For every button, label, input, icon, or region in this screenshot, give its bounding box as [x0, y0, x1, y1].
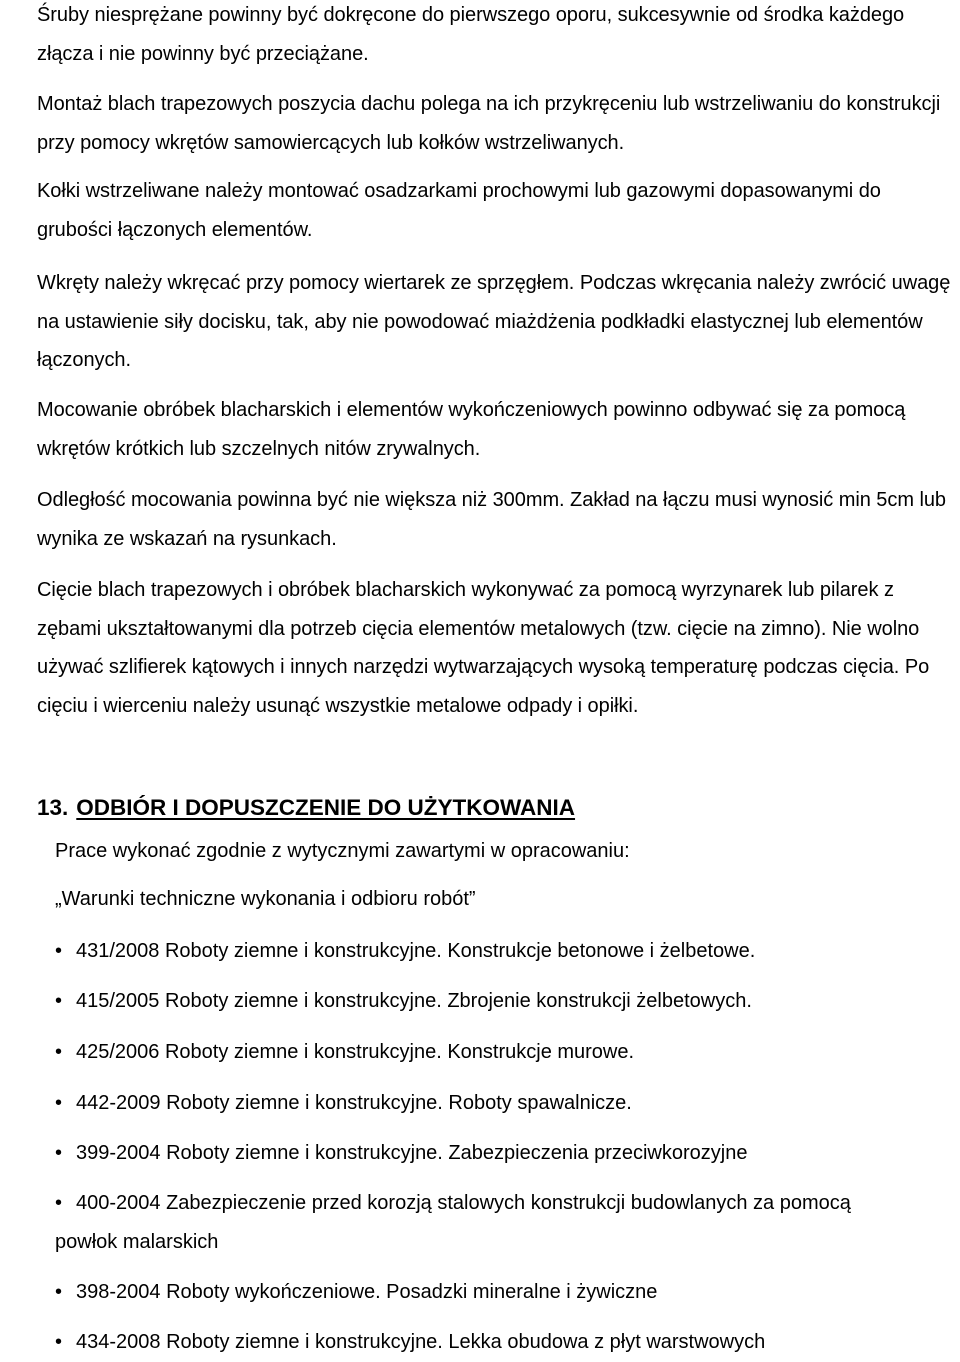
list-item-text: 398-2004 Roboty wykończeniowe. Posadzki mineralne i żywiczne — [76, 1281, 658, 1303]
bullet-icon: • — [55, 990, 63, 1012]
list-item — [55, 1084, 955, 1123]
paragraph-cutting: Cięcie blach trapezowych i obróbek blacharskich wykonywać za pomocą wyrzynarek lub pilarek z zębami ukształtowanymi dla potrzeb cięcia elementów metalowych (tzw. cięcie na zimno). Nie wolno używać szlifierek kątowych i innych narzędzi wytwarzających wysoką temperaturę podczas cięcia. Po cięciu i wierceniu należy usunąć wszystkie metalowe odpady i opiłki. — [37, 579, 930, 717]
paragraph-bolts: Śruby niesprężane powinny być dokręcone do pierwszego oporu, sukcesywnie od środka każdego złącza i nie powinny być przeciążane. — [37, 4, 905, 65]
intro-line: Prace wykonać zgodnie z wytycznymi zawartymi w opracowaniu: — [55, 840, 630, 862]
list-item-continuation: powłok malarskich — [55, 1230, 219, 1253]
paragraph-flashing-fixing: Mocowanie obróbek blacharskich i elementów wykończeniowych powinno odbywać się za pomocą wkrętów krótkich lub szczelnych nitów zrywalnych. — [37, 399, 906, 460]
section-heading — [37, 789, 575, 827]
bullet-icon: • — [55, 940, 63, 962]
paragraph-fixing-distance: Odległość mocowania powinna być nie większa niż 300mm. Zakład na łączu musi wynosić min 5cm lub wynika ze wskazań na rysunkach. — [37, 489, 946, 550]
section-number: 13. — [37, 795, 69, 820]
list-item — [55, 1273, 955, 1312]
document-reference-title: „Warunki techniczne wykonania i odbioru robót” — [55, 888, 476, 910]
list-item — [55, 932, 955, 971]
list-item — [55, 1184, 955, 1261]
bullet-icon: • — [55, 1331, 63, 1353]
bullet-icon: • — [55, 1142, 63, 1164]
paragraph-screws: Wkręty należy wkręcać przy pomocy wiertarek ze sprzęgłem. Podczas wkręcania należy zwrócić uwagę na ustawienie siły docisku, tak, aby nie powodować miażdżenia podkładki elastycznej lub elementów łączonych. — [37, 272, 951, 371]
bullet-icon: • — [55, 1092, 63, 1114]
list-item-text: 399-2004 Roboty ziemne i konstrukcyjne. Zabezpieczenia przeciwkorozyjne — [76, 1142, 748, 1164]
list-item-text: 415/2005 Roboty ziemne i konstrukcyjne. Zbrojenie konstrukcji żelbetowych. — [76, 990, 752, 1012]
section-title: ODBIÓR I DOPUSZCZENIE DO UŻYTKOWANIA — [76, 795, 576, 820]
list-item-text: 400-2004 Zabezpieczenie przed korozją stalowych konstrukcji budowlanych za pomocą — [76, 1192, 851, 1214]
paragraph-shot-pins: Kołki wstrzeliwane należy montować osadzarkami prochowymi lub gazowymi dopasowanymi do grubości łączonych elementów. — [37, 180, 881, 241]
list-item-text: 434-2008 Roboty ziemne i konstrukcyjne. Lekka obudowa z płyt warstwowych — [76, 1331, 766, 1353]
bullet-icon: • — [55, 1192, 63, 1214]
list-item-text: 431/2008 Roboty ziemne i konstrukcyjne. Konstrukcje betonowe i żelbetowe. — [76, 940, 756, 962]
list-item — [55, 1134, 955, 1173]
list-item-text: 425/2006 Roboty ziemne i konstrukcyjne. Konstrukcje murowe. — [76, 1041, 635, 1063]
bullet-icon: • — [55, 1281, 63, 1303]
list-item — [55, 1323, 955, 1362]
list-item-text: 442-2009 Roboty ziemne i konstrukcyjne. Roboty spawalnicze. — [76, 1092, 632, 1114]
list-item — [55, 1033, 955, 1072]
paragraph-trapezoidal-mounting: Montaż blach trapezowych poszycia dachu polega na ich przykręceniu lub wstrzeliwaniu do konstrukcji przy pomocy wkrętów samowiercących lub kołków wstrzeliwanych. — [37, 93, 941, 154]
bullet-icon: • — [55, 1041, 63, 1063]
list-item — [55, 982, 955, 1021]
